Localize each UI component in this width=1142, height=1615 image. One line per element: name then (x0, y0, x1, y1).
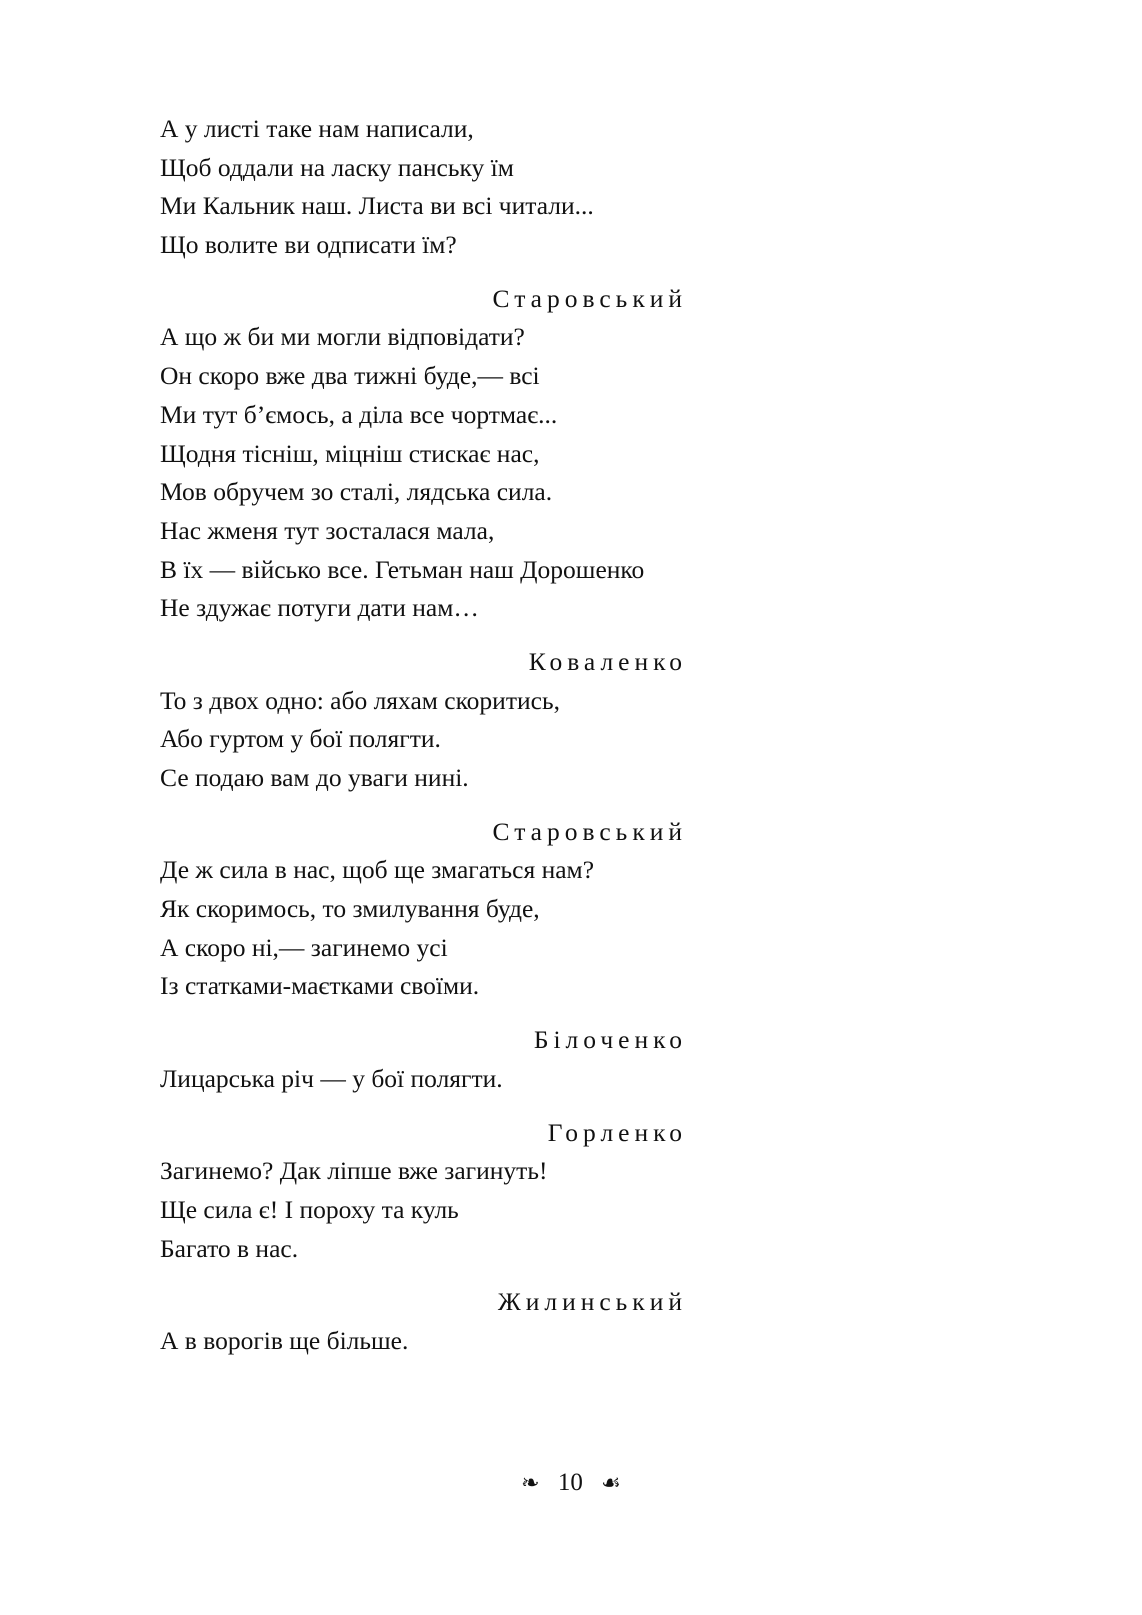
verse-line: Се подаю вам до уваги нині. (160, 763, 469, 792)
verse-line: Ми тут б’ємось, а діла все чортмає... (160, 399, 558, 429)
verse-line: А скоро ні,— загинемо усі (160, 932, 448, 962)
speaker-name: Горленко (547, 1117, 687, 1147)
play-text (160, 110, 700, 1361)
speaker-name: Білоченко (533, 1025, 687, 1055)
dialogue-block (160, 1021, 700, 1098)
verse-line: Або гуртом у бої полягти. (160, 724, 441, 754)
dialogue-block (160, 813, 700, 1006)
verse-line: Де ж сила в нас, щоб ще змагаться нам? (160, 855, 595, 885)
verse-line: А у листі таке нам написали, (160, 114, 474, 143)
verse-line: Ще сила є! І пороху та куль (160, 1194, 459, 1224)
verse-line: Лицарська річ — у бої полягти. (160, 1063, 503, 1093)
dialogue-block (160, 1114, 700, 1269)
verse-line: Ми Кальник наш. Листа ви всі читали... (160, 191, 594, 221)
verse-line: Мов обручем зо сталі, лядська сила. (160, 477, 553, 507)
verse-line: Щодня тісніш, міцніш стискає нас, (160, 438, 540, 468)
page-footer (0, 1466, 1142, 1500)
verse-line: Багато в нас. (160, 1233, 299, 1263)
ornament-right-icon: ☙ (601, 1470, 621, 1495)
verse-line: Он скоро вже два тижні буде,— всі (160, 361, 540, 391)
speaker-name: Старовський (492, 283, 687, 313)
page-number: 10 (557, 1469, 583, 1496)
verse-line: Що волите ви одписати їм? (160, 230, 457, 260)
verse-line: Як скоримось, то змилування буде, (160, 894, 540, 924)
dialogue-block (160, 643, 700, 798)
verse-line: Щоб оддали на ласку панську їм (160, 152, 514, 182)
speaker-name: Старовський (492, 816, 687, 846)
verse-line: А в ворогів ще більше. (160, 1325, 409, 1355)
dialogue-block (160, 1283, 700, 1360)
verse-line: В їх — військо все. Гетьман наш Дорошенко (160, 554, 645, 584)
verse-line: Нас жменя тут зосталася мала, (160, 515, 495, 545)
verse-line: А що ж би ми могли відповідати? (160, 322, 525, 352)
verse-line: Не здужає потуги дати нам… (160, 593, 479, 623)
verse-line: Загинемо? Дак ліпше вже загинуть! (160, 1156, 548, 1186)
dialogue-block (160, 110, 700, 265)
dialogue-block (160, 280, 700, 628)
speaker-name: Коваленко (528, 646, 687, 676)
verse-line: То з двох одно: або ляхам скоритись, (160, 685, 560, 715)
speaker-name: Жилинський (497, 1287, 687, 1317)
verse-line: Із статками-маєтками своїми. (160, 971, 480, 1001)
ornament-left-icon: ❧ (521, 1470, 540, 1495)
